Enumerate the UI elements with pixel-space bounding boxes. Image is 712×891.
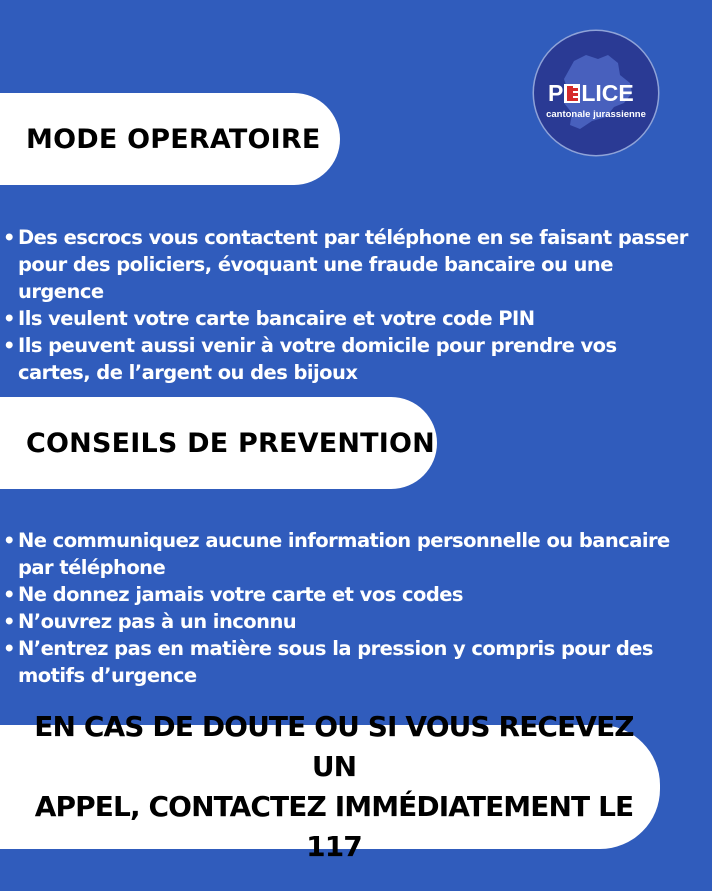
list-item: • N’ouvrez pas à un inconnu — [0, 608, 690, 635]
mode-operatoire-list — [0, 224, 690, 386]
logo-wordmark — [548, 82, 648, 104]
conseils-prevention-list — [0, 527, 690, 689]
section-title: CONSEILS DE PREVENTION — [26, 427, 435, 459]
logo-letters-lice: LICE — [581, 80, 634, 106]
emergency-callout — [0, 710, 660, 863]
section-title: MODE OPERATOIRE — [26, 123, 321, 155]
logo-subtitle: cantonale jurassienne — [546, 109, 646, 120]
jura-flag-icon — [564, 84, 580, 103]
callout-text — [0, 707, 660, 867]
logo-letter-p: P — [548, 80, 564, 106]
list-item: • Ne communiquez aucune information personnelle ou bancaire par téléphone — [0, 527, 690, 581]
section-header-conseils-prevention — [0, 397, 437, 489]
callout-line-1: EN CAS DE DOUTE OU SI VOUS RECEVEZ UN — [34, 710, 634, 783]
list-item: • Ne donnez jamais votre carte et vos codes — [0, 581, 690, 608]
list-item: • Des escrocs vous contactent par téléphone en se faisant passer pour des policiers, évoquant une fraude bancaire ou une urgence — [0, 224, 690, 305]
list-item: • Ils veulent votre carte bancaire et votre code PIN — [0, 305, 690, 332]
section-header-mode-operatoire — [0, 93, 340, 185]
police-logo — [534, 31, 658, 155]
callout-line-2: APPEL, CONTACTEZ IMMÉDIATEMENT LE 117 — [34, 790, 634, 863]
list-item: • Ils peuvent aussi venir à votre domicile pour prendre vos cartes, de l’argent ou des bijoux — [0, 332, 690, 386]
list-item: • N’entrez pas en matière sous la pression y compris pour des motifs d’urgence — [0, 635, 690, 689]
